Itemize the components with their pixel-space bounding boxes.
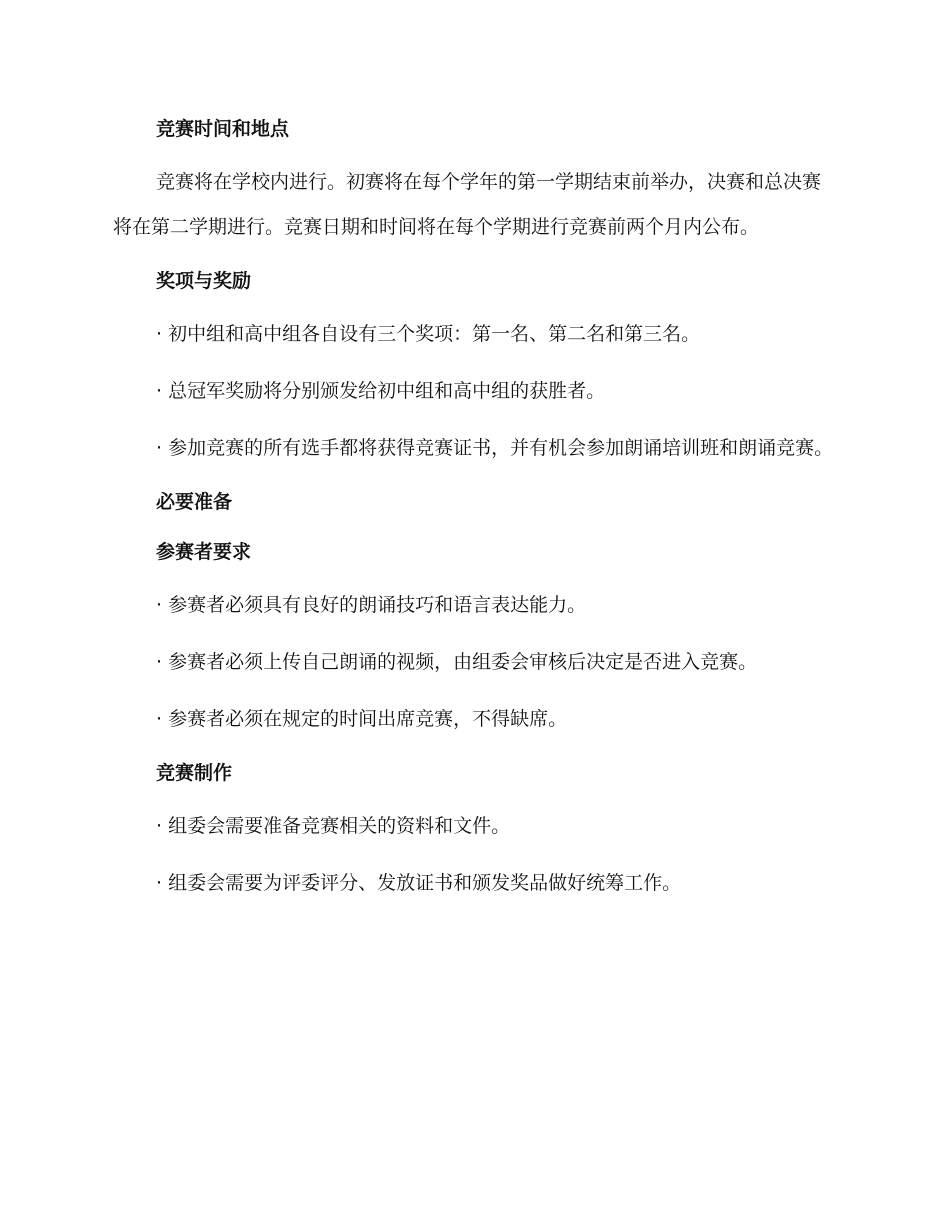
list-item: · 初中组和高中组各自设有三个奖项：第一名、第二名和第三名。: [156, 323, 701, 345]
list-item: · 参赛者必须在规定的时间出席竞赛，不得缺席。: [156, 708, 568, 730]
list-item: · 总冠军奖励将分别颁发给初中组和高中组的获胜者。: [156, 380, 606, 402]
section-heading-preparation: 必要准备: [156, 491, 233, 513]
section-heading-time-location: 竞赛时间和地点: [156, 118, 290, 140]
section-heading-awards: 奖项与奖励: [156, 270, 252, 292]
document-body: [113, 110, 835, 906]
list-item: · 组委会需要准备竞赛相关的资料和文件。: [156, 815, 511, 837]
list-item: · 参赛者必须上传自己朗诵的视频，由组委会审核后决定是否进入竞赛。: [156, 651, 758, 673]
list-item: · 参加竞赛的所有选手都将获得竞赛证书，并有机会参加朗诵培训班和朗诵竞赛。: [156, 437, 834, 459]
list-item: · 组委会需要为评委评分、发放证书和颁发奖品做好统筹工作。: [156, 872, 682, 894]
paragraph-time-location: 竞赛将在学校内进行。初赛将在每个学年的第一学期结束前举办，决赛和总决赛将在第二学期进行。竞赛日期和时间将在每个学期进行竞赛前两个月内公布。: [113, 171, 822, 238]
section-heading-production: 竞赛制作: [156, 762, 233, 784]
list-item: · 参赛者必须具有良好的朗诵技巧和语言表达能力。: [156, 594, 587, 616]
section-heading-participant-requirements: 参赛者要求: [156, 541, 252, 563]
